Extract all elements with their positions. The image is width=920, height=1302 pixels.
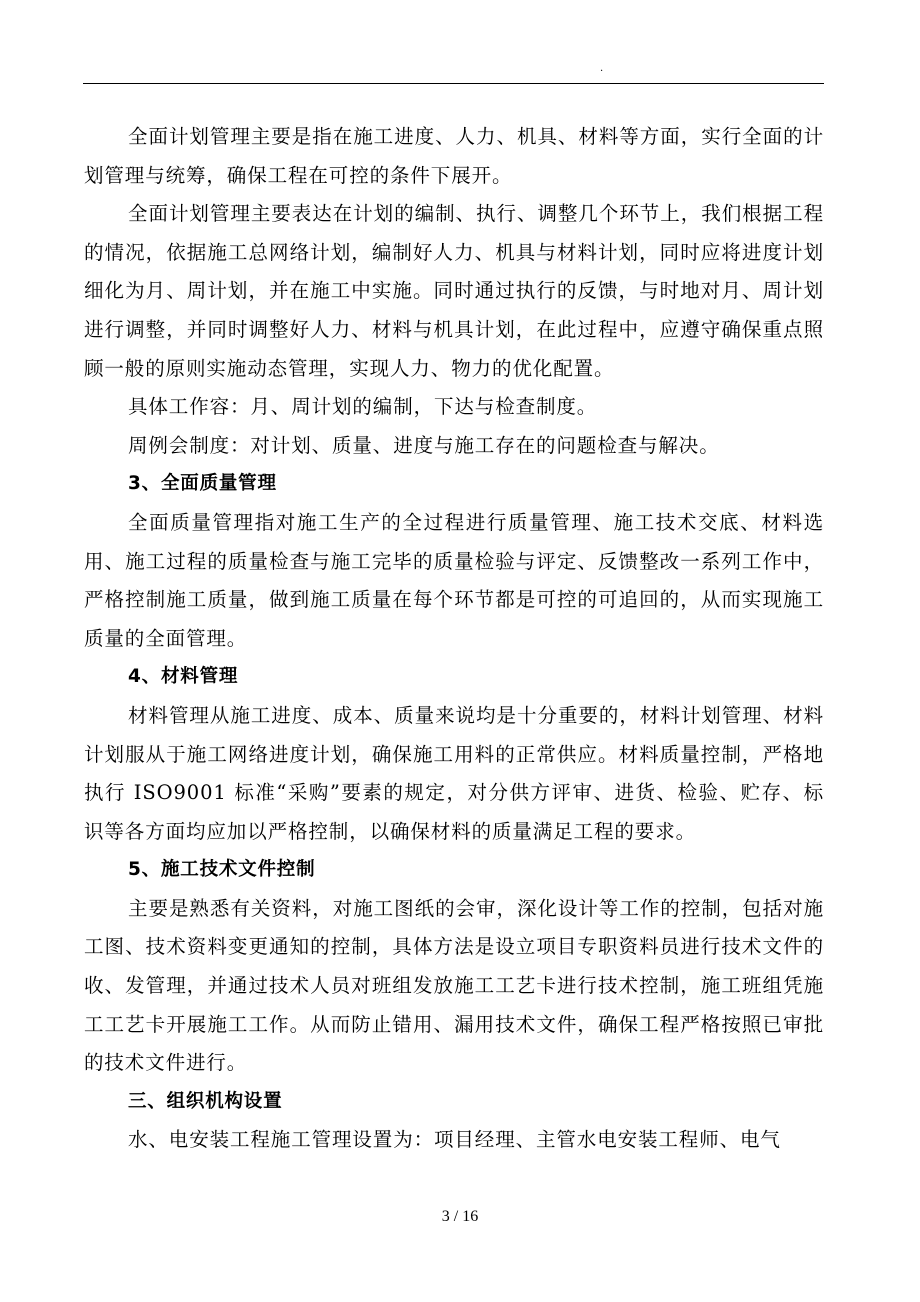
paragraph-weekly-meeting: 周例会制度：对计划、质量、进度与施工存在的问题检查与解决。 — [128, 433, 720, 457]
paragraph-plan-overview: 全面计划管理主要是指在施工进度、人力、机具、材料等方面，实行全面的计划管理与统筹，确保工程在可控的条件下展开。 — [84, 125, 824, 187]
section-heading-technical-docs: 5、施工技术文件控制 — [128, 859, 316, 881]
header-mark: . — [600, 63, 604, 74]
paragraph-organization: 水、电安装工程施工管理设置为：项目经理、主管水电安装工程师、电气 — [128, 1128, 781, 1152]
header-rule — [83, 83, 824, 84]
section-heading-organization: 三、组织机构设置 — [128, 1090, 283, 1112]
section-heading-materials: 4、材料管理 — [128, 666, 239, 688]
page-number: 3 / 16 — [441, 1208, 479, 1225]
paragraph-quality: 全面质量管理指对施工生产的全过程进行质量管理、施工技术交底、材料选用、施工过程的质量检查与施工完毕的质量检验与评定、反馈整改一系列工作中，严格控制施工质量，做到施工质量在每个环节都是可控的可追回的，从而实现施工质量的全面管理。 — [84, 510, 824, 650]
paragraph-plan-details: 全面计划管理主要表达在计划的编制、执行、调整几个环节上，我们根据工程的情况，依据施工总网络计划，编制好人力、机具与材料计划，同时应将进度计划细化为月、周计划，并在施工中实施。同时通过执行的反馈，与时地对月、周计划进行调整，并同时调整好人力、材料与机具计划，在此过程中，应遵守确保重点照顾一般的原则实施动态管理，实现人力、物力的优化配置。 — [84, 202, 824, 380]
paragraph-technical-docs: 主要是熟悉有关资料，对施工图纸的会审，深化设计等工作的控制，包括对施工图、技术资料变更通知的控制，具体方法是设立项目专职资料员进行技术文件的收、发管理，并通过技术人员对班组发放施工工艺卡进行技术控制，施工班组凭施工工艺卡开展施工工作。从而防止错用、漏用技术文件，确保工程严格按照已审批的技术文件进行。 — [84, 896, 824, 1075]
section-heading-quality: 3、全面质量管理 — [128, 473, 277, 495]
paragraph-materials: 材料管理从施工进度、成本、质量来说均是十分重要的，材料计划管理、材料计划服从于施工网络进度计划，确保施工用料的正常供应。材料质量控制，严格地执行 ISO9001 标准“采购”要素的规定，对分供方评审、进货、检验、贮存、标识等各方面均应加以严格控制，以确保材料的质量满足工程的要求。 — [84, 703, 824, 843]
paragraph-work-content: 具体工作容：月、周计划的编制，下达与检查制度。 — [128, 395, 598, 419]
document-body — [84, 118, 824, 1160]
